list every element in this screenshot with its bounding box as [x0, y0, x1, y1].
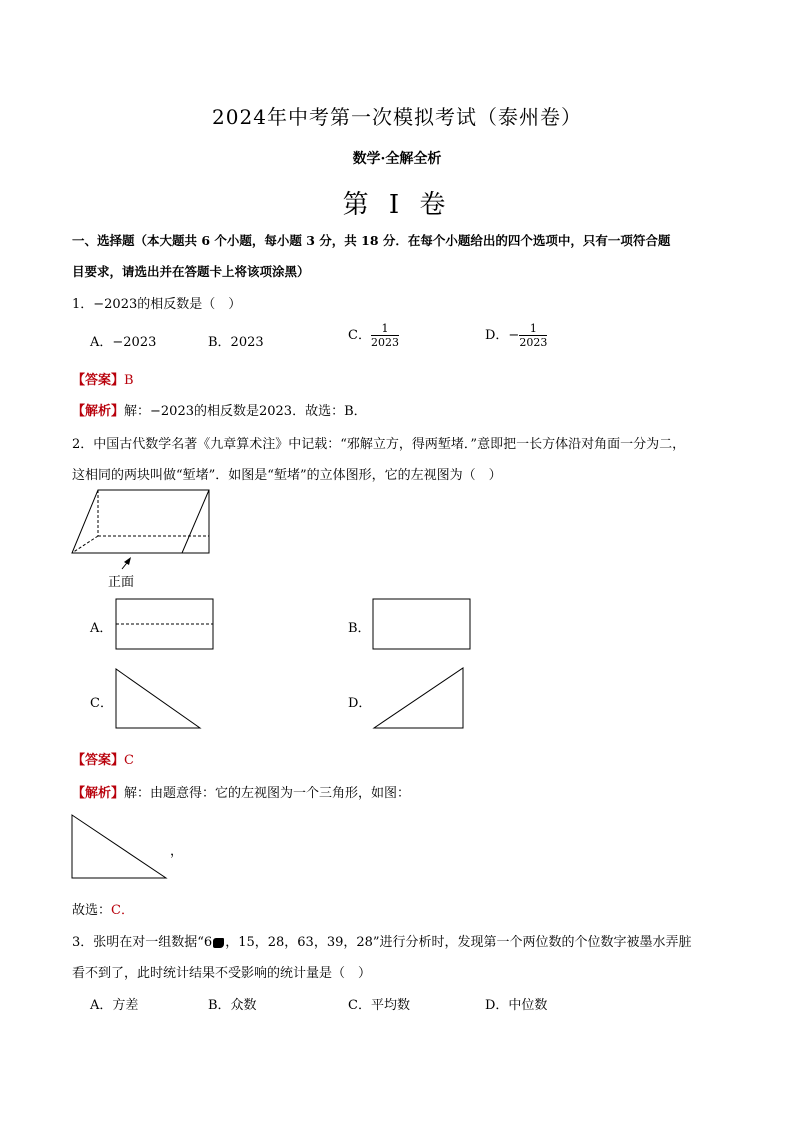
section-instructions-line2: 目要求，请选出并在答题卡上将该项涂黑） — [72, 264, 310, 279]
q1-answer-value: B — [124, 373, 134, 388]
q1-option-d-numerator: 1 — [519, 322, 547, 336]
q1-answer-label: 【答案】 — [72, 373, 125, 388]
q3-option-c: C．平均数 — [348, 998, 410, 1013]
q2-analysis-label: 【解析】 — [72, 786, 125, 801]
q1-option-c-denominator: 2023 — [370, 336, 399, 349]
q2-option-d-label: D． — [348, 696, 372, 711]
q2-stem-line2: 这相同的两块叫做“堑堵”．如图是“堑堵”的立体图形，它的左视图为（ ） — [72, 468, 502, 483]
q2-conclusion — [72, 899, 134, 918]
front-label: 正面 — [108, 575, 135, 590]
q3-stem-line1 — [72, 931, 692, 950]
q2-answer-value: C — [124, 753, 134, 768]
page-subtitle: 数学·全解全析 — [352, 151, 442, 167]
q2-analysis-comma: ， — [170, 844, 184, 859]
q2-option-a-label: A． — [90, 621, 113, 636]
q2-option-b-label: B． — [348, 621, 371, 636]
q2-option-c-label: C． — [90, 696, 113, 711]
q2-answer-label: 【答案】 — [72, 753, 125, 768]
q3-stem-line1-suffix: ，15，28，63，39，28”进行分析时，发现第一个两位数的个位数字被墨水弄脏 — [225, 935, 692, 950]
q3-stem-line2: 看不到了，此时统计结果不受影响的统计量是（ ） — [72, 966, 372, 981]
ink-blot — [213, 938, 224, 948]
q1-option-c-label: C． — [348, 328, 371, 343]
q1-option-a: A．−2023 — [90, 335, 157, 350]
q1-option-c-numerator: 1 — [371, 322, 399, 336]
q3-option-b: B．众数 — [208, 998, 257, 1013]
q3-option-a: A．方差 — [90, 998, 139, 1013]
q3-stem-line1-prefix: 3．张明在对一组数据“6 — [72, 935, 213, 950]
q1-analysis-label: 【解析】 — [72, 404, 125, 419]
q2-conclusion-value: C． — [111, 903, 134, 918]
q1-option-d-label: D．− — [485, 328, 520, 343]
page-title: 2024年中考第一次模拟考试（泰州卷） — [212, 105, 582, 129]
q1-option-d-denominator: 2023 — [519, 336, 548, 349]
section-instructions-line1: 一、选择题（本大题共 6 个小题，每小题 3 分，共 18 分．在每个小题给出的四个选项中，只有一项符合题 — [72, 233, 671, 248]
q1-option-b: B．2023 — [208, 335, 264, 350]
part-heading: 第 I 卷 — [342, 190, 452, 220]
q2-stem-line1: 2．中国古代数学名著《九章算术注》中记载：“邪解立方，得两堑堵．”意即把一长方体沿对角面一分为二， — [72, 437, 686, 452]
q2-analysis-text: 解：由题意得：它的左视图为一个三角形，如图： — [124, 786, 411, 801]
q2-conclusion-prefix: 故选： — [72, 903, 112, 918]
q1-analysis-text: 解：−2023的相反数是2023．故选：B． — [124, 404, 367, 419]
q3-option-d: D．中位数 — [485, 998, 548, 1013]
q1-stem: 1．−2023的相反数是（ ） — [72, 297, 242, 312]
